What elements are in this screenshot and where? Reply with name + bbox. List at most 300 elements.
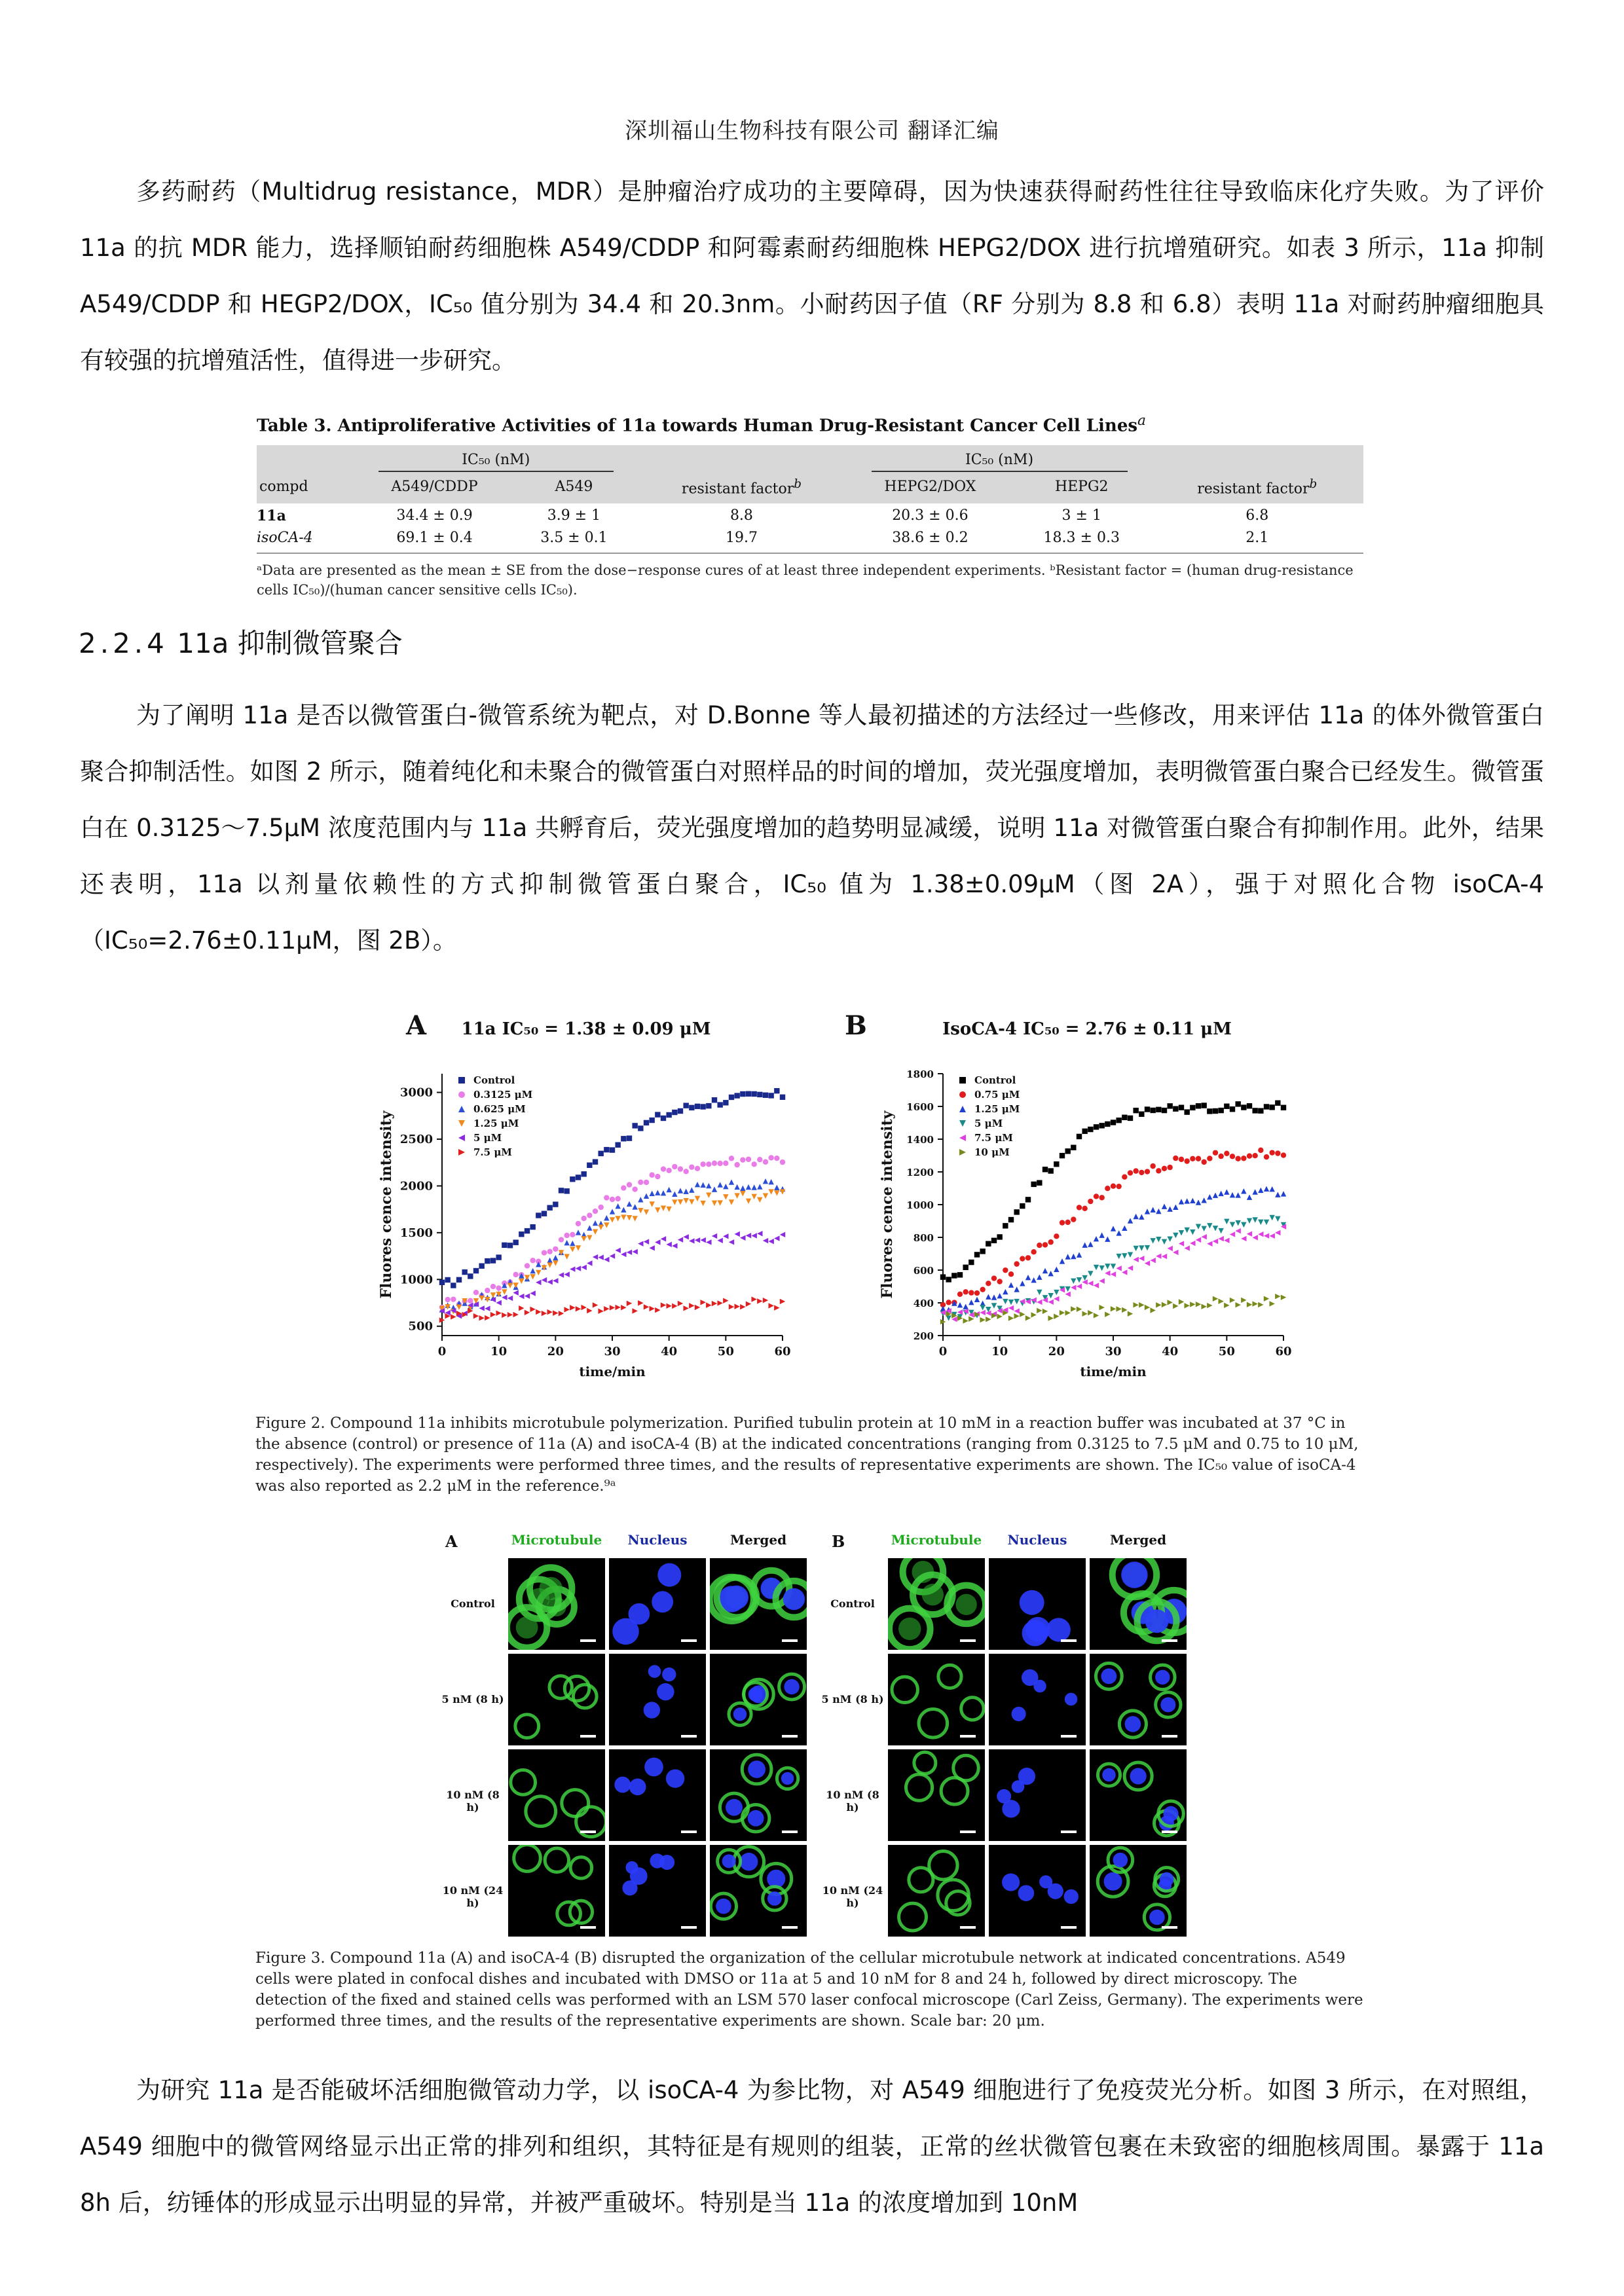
data-point	[1122, 1226, 1127, 1231]
data-point	[1247, 1231, 1252, 1237]
data-point	[1116, 1118, 1121, 1123]
data-point	[462, 1269, 467, 1275]
data-point	[734, 1193, 739, 1198]
column-label: Merged	[729, 1532, 787, 1548]
data-point	[649, 1201, 654, 1207]
legend-marker	[959, 1077, 966, 1084]
data-point	[689, 1199, 694, 1205]
data-point	[1213, 1296, 1218, 1302]
data-point	[689, 1303, 694, 1308]
data-point	[1003, 1299, 1008, 1304]
data-point	[1077, 1284, 1082, 1289]
data-point	[980, 1248, 985, 1254]
legend-label: 0.75 μM	[974, 1089, 1020, 1101]
data-point	[757, 1092, 762, 1097]
data-point	[780, 1095, 785, 1100]
data-point	[479, 1296, 484, 1301]
data-point	[1281, 1152, 1286, 1157]
data-point	[1111, 1306, 1116, 1311]
data-point	[587, 1163, 592, 1168]
column-label: Nucleus	[627, 1532, 688, 1548]
data-point	[581, 1236, 586, 1241]
data-point	[525, 1263, 530, 1268]
data-point	[706, 1183, 711, 1188]
row-label: Control	[830, 1597, 875, 1610]
data-point	[1201, 1304, 1206, 1309]
data-point	[655, 1307, 660, 1313]
data-point	[678, 1166, 683, 1171]
data-point	[1139, 1112, 1144, 1117]
data-point	[598, 1151, 603, 1156]
panel-label-a: A	[445, 1532, 458, 1551]
data-point	[593, 1230, 598, 1235]
data-point	[746, 1199, 751, 1204]
data-point	[1224, 1219, 1229, 1224]
data-point	[553, 1260, 558, 1266]
scale-bar	[782, 1926, 798, 1929]
data-point	[763, 1178, 768, 1184]
data-point	[610, 1209, 615, 1214]
data-point	[576, 1306, 581, 1311]
data-point	[1082, 1311, 1087, 1317]
data-point	[627, 1215, 632, 1220]
table-3-grid	[257, 445, 1363, 554]
data-point	[1122, 1269, 1127, 1275]
data-point	[672, 1164, 677, 1169]
data-point	[1156, 1302, 1161, 1307]
data-point	[1213, 1239, 1218, 1244]
data-point	[1133, 1302, 1138, 1307]
micrograph-cell	[888, 1654, 985, 1745]
data-point	[1156, 1237, 1161, 1242]
table-cell: 20.3 ± 0.6	[892, 507, 969, 524]
data-point	[974, 1290, 980, 1296]
data-point	[1128, 1170, 1133, 1175]
data-point	[655, 1239, 660, 1245]
micrograph-cell	[710, 1654, 807, 1745]
x-tick-label: 20	[1048, 1345, 1065, 1358]
data-point	[627, 1301, 632, 1306]
chart-title: IsoCA-4 IC₅₀ = 2.76 ± 0.11 μM	[942, 1019, 1232, 1039]
row-label: 10 nM (24 h)	[442, 1884, 504, 1909]
data-point	[1281, 1105, 1286, 1110]
data-point	[439, 1280, 445, 1285]
data-point	[1264, 1154, 1269, 1159]
data-point	[980, 1305, 985, 1310]
data-point	[542, 1311, 547, 1316]
data-point	[581, 1171, 586, 1176]
data-point	[1071, 1279, 1076, 1284]
data-point	[1043, 1268, 1048, 1273]
data-point	[700, 1104, 705, 1109]
data-point	[1003, 1223, 1008, 1228]
x-tick-label: 50	[717, 1345, 734, 1358]
data-point	[1065, 1292, 1070, 1297]
data-point	[666, 1207, 671, 1212]
data-point	[1150, 1258, 1155, 1263]
data-point	[542, 1250, 547, 1255]
data-point	[1014, 1209, 1019, 1214]
y-tick-label: 200	[913, 1330, 934, 1342]
data-point	[536, 1280, 541, 1285]
x-tick-label: 10	[991, 1345, 1008, 1358]
data-point	[751, 1296, 756, 1302]
data-point	[593, 1220, 598, 1226]
data-point	[1275, 1216, 1280, 1222]
x-tick-label: 0	[437, 1345, 447, 1358]
data-point	[1145, 1106, 1150, 1112]
data-point	[1281, 1294, 1286, 1300]
data-point	[1037, 1243, 1042, 1248]
data-point	[1128, 1218, 1133, 1223]
data-point	[1173, 1106, 1178, 1111]
data-point	[1258, 1108, 1263, 1113]
y-tick-label: 1200	[906, 1167, 934, 1178]
data-point	[1031, 1182, 1036, 1187]
data-point	[547, 1258, 552, 1263]
data-point	[513, 1290, 518, 1295]
data-point	[1054, 1267, 1059, 1272]
data-point	[678, 1301, 683, 1306]
data-point	[587, 1308, 592, 1313]
data-point	[519, 1294, 524, 1299]
data-point	[774, 1088, 779, 1093]
data-point	[559, 1272, 564, 1277]
data-point	[1094, 1265, 1099, 1270]
data-point	[1122, 1175, 1127, 1180]
data-point	[1252, 1108, 1257, 1113]
data-point	[768, 1189, 773, 1194]
micrograph-cell	[508, 1749, 605, 1841]
data-point	[1150, 1207, 1155, 1212]
x-tick-label: 50	[1218, 1345, 1235, 1358]
row-label: 10 nM (24 h)	[822, 1884, 883, 1909]
data-point	[1105, 1264, 1110, 1269]
data-point	[490, 1292, 496, 1298]
data-point	[1201, 1226, 1206, 1231]
data-point	[712, 1186, 717, 1192]
data-point	[1065, 1254, 1070, 1259]
micrograph-cell	[710, 1845, 807, 1937]
data-point	[1224, 1151, 1229, 1156]
data-point	[729, 1095, 734, 1100]
data-point	[1201, 1159, 1206, 1165]
scale-bar	[782, 1639, 798, 1642]
data-point	[780, 1189, 785, 1194]
data-point	[638, 1241, 643, 1246]
data-point	[695, 1196, 700, 1201]
data-point	[649, 1245, 654, 1250]
scale-bar	[1061, 1735, 1077, 1738]
data-point	[683, 1169, 688, 1174]
data-point	[695, 1166, 700, 1171]
panel-label-b: B	[832, 1532, 845, 1551]
data-point	[1048, 1293, 1053, 1298]
data-point	[734, 1093, 739, 1098]
scale-bar	[960, 1926, 976, 1929]
data-point	[553, 1310, 558, 1315]
table-cell: 69.1 ± 0.4	[356, 526, 512, 553]
data-point	[490, 1284, 496, 1289]
data-point	[751, 1091, 756, 1097]
data-point	[757, 1231, 762, 1236]
data-point	[485, 1288, 490, 1293]
legend-marker	[959, 1149, 966, 1156]
data-point	[689, 1187, 694, 1192]
data-point	[627, 1250, 632, 1255]
data-point	[598, 1309, 603, 1314]
legend-label: 5 μM	[974, 1118, 1003, 1129]
data-point	[610, 1305, 615, 1310]
data-point	[570, 1241, 575, 1246]
data-point	[621, 1214, 626, 1220]
data-point	[1156, 1107, 1161, 1112]
data-point	[638, 1300, 643, 1305]
data-point	[1111, 1271, 1116, 1277]
data-point	[1133, 1246, 1138, 1251]
row-label: Control	[451, 1597, 495, 1610]
data-point	[997, 1234, 1002, 1239]
data-point	[587, 1225, 592, 1230]
data-point	[627, 1182, 632, 1187]
data-point	[490, 1312, 496, 1317]
data-point	[1077, 1307, 1082, 1312]
data-point	[1218, 1191, 1223, 1196]
data-point	[1167, 1246, 1172, 1251]
data-point	[963, 1303, 968, 1309]
scale-bar	[1162, 1735, 1177, 1738]
data-point	[553, 1255, 558, 1260]
data-point	[559, 1311, 564, 1316]
data-point	[564, 1307, 569, 1312]
micrograph-cell	[888, 1558, 985, 1650]
data-point	[1247, 1195, 1252, 1200]
x-axis-label: time/min	[579, 1364, 646, 1379]
data-point	[1065, 1286, 1070, 1292]
data-point	[1173, 1205, 1178, 1210]
data-point	[740, 1235, 745, 1241]
col-hepg2dox: HEPG2/DOX	[848, 475, 1012, 503]
data-point	[1173, 1250, 1178, 1255]
data-point	[768, 1155, 773, 1160]
data-point	[957, 1292, 963, 1297]
table-cell: 34.4 ± 0.9	[396, 507, 473, 524]
table-footnote: ᵃData are presented as the mean ± SE from the dose−response cures of at least three independent experiments. ᵇResistant factor = (human drug-resistance cells IC₅₀)/(human cancer sensitive cells IC₅₀).	[257, 562, 1354, 598]
legend-label: 10 μM	[974, 1146, 1010, 1158]
data-point	[638, 1197, 643, 1202]
x-tick-label: 40	[1162, 1345, 1179, 1358]
data-point	[644, 1180, 649, 1185]
legend-marker	[458, 1077, 465, 1084]
x-tick-label: 40	[661, 1345, 678, 1358]
data-point	[530, 1274, 535, 1279]
data-point	[1139, 1302, 1144, 1307]
data-point	[1088, 1310, 1093, 1315]
chart-title: 11a IC₅₀ = 1.38 ± 0.09 μM	[461, 1019, 711, 1039]
data-point	[780, 1159, 785, 1165]
legend-marker	[458, 1120, 465, 1127]
data-point	[570, 1247, 575, 1252]
figure-2	[367, 1008, 1375, 1408]
data-point	[997, 1293, 1002, 1298]
data-point	[485, 1258, 490, 1264]
data-point	[564, 1233, 569, 1238]
row-label: 10 nM (8 h)	[446, 1789, 500, 1813]
y-tick-label: 2000	[399, 1179, 433, 1194]
table-cell: 38.6 ± 0.2	[848, 526, 1012, 553]
data-point	[1105, 1236, 1110, 1241]
data-point	[763, 1238, 768, 1243]
micrograph-cell	[508, 1558, 605, 1650]
data-point	[1099, 1195, 1104, 1200]
data-point	[1122, 1307, 1127, 1313]
data-point	[1099, 1123, 1104, 1128]
data-point	[1008, 1271, 1014, 1277]
data-point	[604, 1222, 609, 1228]
data-point	[1071, 1254, 1076, 1259]
data-point	[649, 1118, 654, 1123]
data-point	[649, 1191, 654, 1196]
data-point	[1269, 1301, 1274, 1306]
micrograph-cell	[1090, 1654, 1187, 1745]
data-point	[757, 1157, 762, 1162]
x-tick-label: 0	[938, 1345, 948, 1358]
data-point	[1099, 1232, 1104, 1237]
data-point	[1133, 1168, 1138, 1173]
data-point	[525, 1275, 530, 1280]
section-number: 2.2.4	[79, 627, 168, 659]
data-point	[1071, 1285, 1076, 1290]
data-point	[1167, 1300, 1172, 1305]
data-point	[661, 1116, 666, 1121]
table-title: Table 3. Antiproliferative Activities of 11a towards Human Drug-Resistant Cancer Cell Lines$^a$	[257, 412, 1146, 436]
data-point	[723, 1233, 728, 1239]
data-point	[1082, 1206, 1087, 1211]
micrograph-cell	[508, 1845, 605, 1937]
paragraph-tubulin	[80, 687, 1544, 969]
data-point	[774, 1305, 779, 1310]
data-point	[763, 1298, 768, 1303]
data-point	[1218, 1228, 1223, 1233]
data-point	[1207, 1241, 1212, 1247]
paragraph-text: 为研究 11a 是否能破坏活细胞微管动力学，以 isoCA-4 为参比物，对 A549 细胞进行了免疫荧光分析。如图 3 所示，在对照组，A549 细胞中的微管网络显示出正常的排列和组织，其特征是有规则的组装，正常的丝状微管包裹在未致密的细胞核周围。暴露于 11a 8h 后，纺锤体的形成显示出明显的异常，并被严重破坏。特别是当 11a 的浓度增加到 10nM	[80, 2076, 1544, 2217]
data-point	[570, 1232, 575, 1237]
table-3	[257, 412, 1363, 600]
data-point	[610, 1147, 615, 1152]
table-cell: 3 ± 1	[1061, 507, 1101, 524]
data-point	[1014, 1308, 1019, 1313]
data-point	[980, 1286, 985, 1292]
data-point	[1020, 1281, 1025, 1286]
data-point	[610, 1253, 615, 1258]
x-tick-label: 60	[1275, 1345, 1292, 1358]
scale-bar	[960, 1639, 976, 1642]
data-point	[678, 1237, 683, 1242]
data-point	[530, 1224, 535, 1230]
data-point	[1128, 1116, 1133, 1121]
data-point	[1156, 1209, 1161, 1214]
data-point	[1162, 1203, 1167, 1209]
section-title: 11a 抑制微管聚合	[177, 627, 403, 659]
data-point	[1184, 1198, 1189, 1203]
data-point	[1088, 1127, 1093, 1132]
data-point	[632, 1186, 637, 1192]
data-point	[1133, 1108, 1138, 1113]
data-point	[1048, 1239, 1053, 1245]
data-point	[593, 1254, 598, 1260]
data-point	[513, 1283, 518, 1288]
data-point	[473, 1290, 479, 1295]
data-point	[1145, 1169, 1150, 1174]
data-point	[723, 1100, 728, 1105]
data-point	[638, 1125, 643, 1131]
data-point	[1025, 1255, 1031, 1260]
micrograph-cell	[989, 1749, 1086, 1841]
table-row	[257, 503, 1363, 526]
data-point	[1235, 1101, 1240, 1106]
data-point	[502, 1295, 507, 1300]
data-point	[1252, 1189, 1257, 1194]
data-point	[1201, 1234, 1206, 1239]
column-label: Microtubule	[511, 1532, 602, 1548]
data-point	[564, 1240, 569, 1245]
data-point	[1167, 1207, 1172, 1212]
data-point	[1145, 1245, 1150, 1250]
scale-bar	[1061, 1926, 1077, 1929]
data-point	[1054, 1290, 1059, 1295]
micrograph-cell	[888, 1749, 985, 1841]
data-point	[615, 1203, 620, 1209]
data-point	[700, 1237, 705, 1243]
data-point	[1258, 1188, 1263, 1193]
y-tick-label: 400	[913, 1298, 934, 1309]
y-tick-label: 3000	[399, 1085, 433, 1100]
data-point	[519, 1279, 524, 1284]
data-point	[1008, 1283, 1014, 1288]
data-point	[445, 1277, 450, 1283]
data-point	[717, 1182, 722, 1187]
data-point	[1241, 1156, 1246, 1161]
table-cell: 8.8	[729, 507, 753, 524]
data-point	[479, 1263, 484, 1268]
data-point	[507, 1296, 513, 1301]
data-point	[610, 1217, 615, 1222]
data-point	[576, 1266, 581, 1271]
legend-marker	[458, 1106, 465, 1112]
data-point	[1150, 1307, 1155, 1313]
data-point	[542, 1277, 547, 1283]
data-point	[1025, 1275, 1031, 1280]
data-point	[706, 1192, 711, 1197]
data-point	[1167, 1237, 1172, 1242]
scale-bar	[1061, 1639, 1077, 1642]
data-point	[1224, 1237, 1229, 1243]
data-point	[706, 1103, 711, 1108]
data-point	[1037, 1275, 1042, 1280]
data-point	[632, 1216, 637, 1221]
scale-bar	[681, 1735, 697, 1738]
data-point	[661, 1302, 666, 1307]
data-point	[1184, 1245, 1189, 1250]
table-cell: 3.5 ± 0.1	[513, 526, 636, 553]
data-point	[553, 1201, 558, 1207]
legend-label: 7.5 μM	[473, 1146, 512, 1158]
micrograph-cell	[888, 1845, 985, 1937]
data-point	[1128, 1311, 1133, 1317]
data-point	[587, 1260, 592, 1266]
data-point	[621, 1207, 626, 1212]
data-point	[661, 1236, 666, 1241]
